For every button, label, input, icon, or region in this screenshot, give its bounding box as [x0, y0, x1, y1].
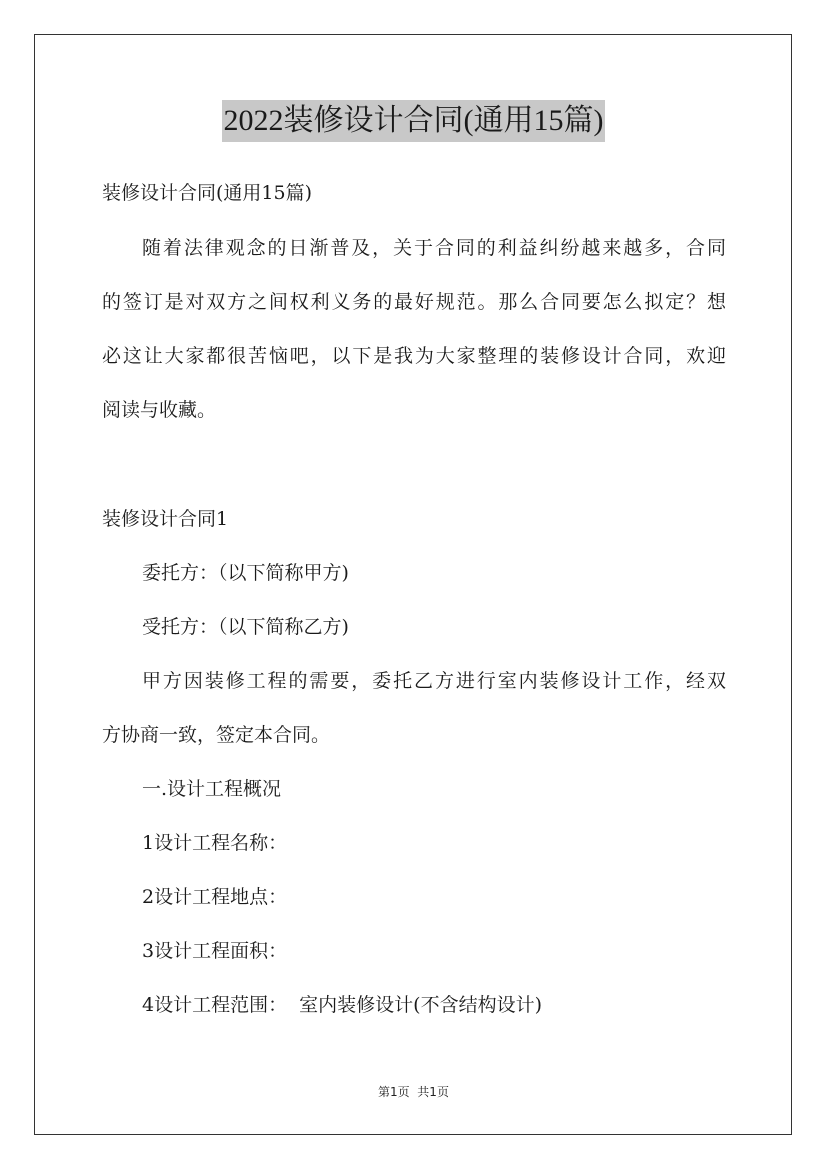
intro-line-4: 阅读与收藏。 [102, 399, 217, 421]
intro-line-3: 必这让大家都很苦恼吧，以下是我为大家整理的装修设计合同，欢迎 [102, 345, 726, 367]
agreement-line-1: 甲方因装修工程的需要，委托乙方进行室内装修设计工作，经双 [142, 670, 726, 692]
party-client: 委托方：（以下简称甲方) [142, 562, 349, 584]
title-container [0, 100, 827, 142]
document-title: 2022装修设计合同(通用15篇) [222, 100, 606, 142]
document-subtitle: 装修设计合同(通用15篇) [102, 182, 313, 204]
item-project-location: 2设计工程地点： [142, 886, 288, 908]
item-project-scope: 4设计工程范围： 室内装修设计(不含结构设计) [142, 994, 542, 1016]
page-footer: 第1页 共1页 [378, 1085, 449, 1099]
section-heading: 装修设计合同1 [102, 508, 229, 530]
party-contractor: 受托方：（以下简称乙方) [142, 616, 349, 638]
item-project-name: 1设计工程名称： [142, 832, 288, 854]
clause-heading: 一.设计工程概况 [142, 778, 282, 800]
intro-line-1: 随着法律观念的日渐普及，关于合同的利益纠纷越来越多，合同 [142, 237, 726, 259]
item-project-area: 3设计工程面积： [142, 940, 288, 962]
intro-line-2: 的签订是对双方之间权利义务的最好规范。那么合同要怎么拟定？想 [102, 291, 726, 313]
agreement-line-2: 方协商一致，签定本合同。 [102, 724, 331, 746]
